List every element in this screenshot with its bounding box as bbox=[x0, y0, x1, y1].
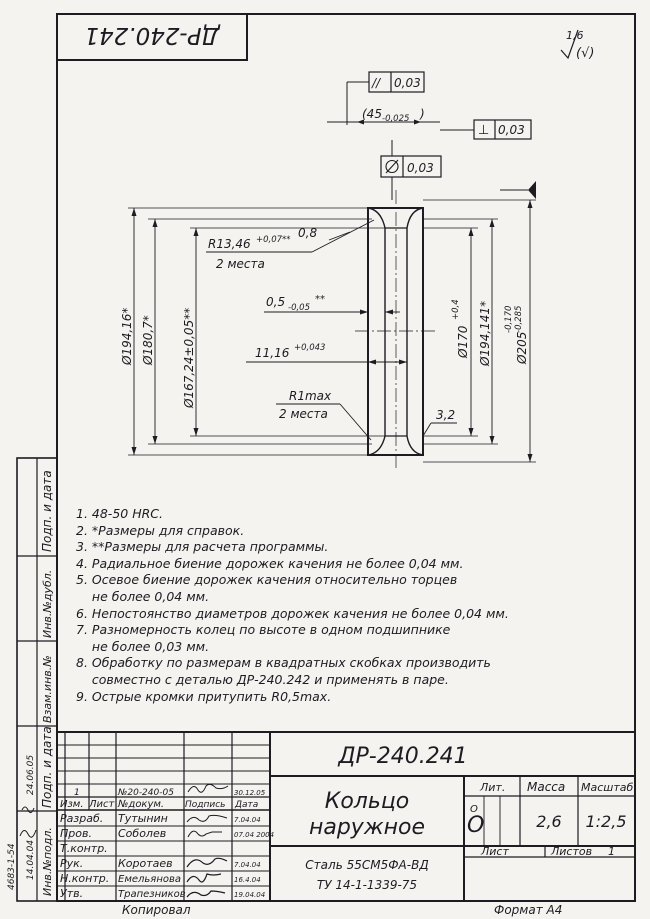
scale-value: 1:2,5 bbox=[585, 812, 627, 831]
svg-text:№докум.: №докум. bbox=[118, 799, 165, 810]
svg-text:Т.контр.: Т.контр. bbox=[60, 842, 108, 855]
perpendicularity-tolerance-frame bbox=[440, 120, 531, 139]
svg-text:19.04.04: 19.04.04 bbox=[234, 891, 266, 899]
copied-label: Копировал bbox=[122, 903, 191, 917]
designation: ДР-240.241 bbox=[338, 744, 468, 769]
svg-text:0,5: 0,5 bbox=[266, 295, 286, 309]
mass-value: 2,6 bbox=[536, 812, 562, 831]
svg-text:Коротаев: Коротаев bbox=[118, 857, 173, 870]
svg-text:Подп. и дата: Подп. и дата bbox=[40, 726, 54, 808]
dimension-45 bbox=[327, 107, 440, 125]
svg-text:Инв.№дубл.: Инв.№дубл. bbox=[41, 569, 54, 638]
svg-text:Изм.: Изм. bbox=[60, 799, 84, 810]
svg-text:-0,05: -0,05 bbox=[288, 303, 310, 313]
svg-text:Разраб.: Разраб. bbox=[60, 812, 104, 825]
side-strip bbox=[7, 458, 57, 901]
svg-text:2 места: 2 места bbox=[216, 257, 265, 271]
datum-triangle bbox=[528, 181, 536, 199]
signature-razrab bbox=[187, 815, 227, 822]
part-name-line2: наружное bbox=[308, 815, 426, 840]
svg-text:14.04.04: 14.04.04 bbox=[26, 839, 36, 880]
technical-notes bbox=[76, 506, 621, 705]
ring-section bbox=[355, 190, 436, 470]
part-name-line1: Кольцо bbox=[324, 789, 410, 814]
svg-text:Н.контр.: Н.контр. bbox=[60, 872, 110, 885]
note-item: не более 0,04 мм. bbox=[76, 588, 210, 604]
dimension-11-16 bbox=[246, 343, 407, 365]
svg-text:Трапезников: Трапезников bbox=[118, 889, 186, 900]
signature-prov bbox=[188, 831, 222, 837]
svg-text:1: 1 bbox=[74, 788, 80, 798]
svg-text:Ø194,141*: Ø194,141* bbox=[478, 300, 492, 366]
svg-text:Подпись: Подпись bbox=[185, 800, 226, 810]
note-item: не более 0,03 мм. bbox=[76, 638, 210, 654]
svg-text:Инв.№подл.: Инв.№подл. bbox=[41, 827, 54, 896]
note-item: 8. Обработку по размерам в квадратных скобках производить bbox=[76, 655, 491, 671]
note-item: 4. Радиальное биение дорожек качения не более 0,04 мм. bbox=[76, 555, 464, 571]
svg-text:1: 1 bbox=[608, 845, 615, 858]
top-label-text: ДР-240.241 bbox=[84, 22, 220, 48]
roughness-3-2 bbox=[423, 408, 457, 436]
parallelism-icon: // bbox=[372, 76, 381, 90]
signature-nkontr bbox=[187, 874, 221, 882]
svg-text:(√): (√) bbox=[576, 46, 595, 61]
svg-text:Взам.инв.№: Взам.инв.№ bbox=[41, 655, 54, 723]
roughness-symbol bbox=[561, 29, 594, 61]
note-item: 1. 48-50 HRC. bbox=[76, 506, 163, 521]
svg-text:О: О bbox=[470, 804, 478, 815]
svg-text:R1max: R1max bbox=[289, 389, 332, 403]
note-item: 7. Разномерность колец по высоте в одном подшипнике bbox=[76, 622, 451, 638]
dimension-0-5 bbox=[264, 294, 400, 315]
svg-text:+0,4: +0,4 bbox=[451, 299, 461, 320]
svg-text:0,03: 0,03 bbox=[498, 123, 525, 137]
signature-ruk bbox=[187, 858, 227, 867]
svg-text:Пров.: Пров. bbox=[60, 827, 92, 840]
svg-text:Емельянова: Емельянова bbox=[118, 874, 181, 885]
note-item: 5. Осевое биение дорожек качения относительно торцев bbox=[76, 572, 458, 588]
svg-text:4683-1-54: 4683-1-54 bbox=[7, 843, 17, 890]
note-item: 2. *Размеры для справок. bbox=[76, 522, 245, 538]
svg-text:Лит.: Лит. bbox=[480, 781, 506, 794]
dimension-d180-7 bbox=[141, 219, 158, 444]
svg-text:Листов: Листов bbox=[551, 845, 593, 858]
svg-text:**: ** bbox=[315, 294, 325, 305]
letter-value: О bbox=[467, 813, 485, 838]
svg-text:(45: (45 bbox=[362, 107, 382, 121]
svg-text:-0,285: -0,285 bbox=[514, 305, 524, 333]
note-item: 9. Острые кромки притупить R0,5max. bbox=[76, 688, 332, 704]
svg-text:+0,043: +0,043 bbox=[294, 343, 326, 353]
dimension-d170 bbox=[451, 228, 474, 436]
svg-text:Масштаб: Масштаб bbox=[581, 781, 634, 794]
svg-text:Подп. и дата: Подп. и дата bbox=[40, 470, 54, 552]
svg-text:Лист: Лист bbox=[481, 845, 509, 858]
svg-text:Соболев: Соболев bbox=[118, 827, 167, 840]
note-item: 6. Непостоянство диаметров дорожек качения не более 0,04 мм. bbox=[76, 605, 509, 621]
svg-text:07.04 2004: 07.04 2004 bbox=[234, 831, 275, 839]
svg-text:№20-240-05: №20-240-05 bbox=[118, 788, 174, 798]
perpendicularity-icon: ⊥ bbox=[478, 123, 490, 138]
svg-text:R13,46: R13,46 bbox=[208, 237, 251, 251]
svg-text:-0,170: -0,170 bbox=[504, 305, 514, 333]
svg-text:Масса: Масса bbox=[527, 780, 566, 794]
svg-text:0,8: 0,8 bbox=[298, 226, 318, 240]
svg-text:Ø194,16*: Ø194,16* bbox=[120, 307, 134, 365]
svg-text:7.04.04: 7.04.04 bbox=[234, 861, 261, 869]
circularity-tolerance-frame bbox=[381, 140, 441, 200]
svg-text:3,2: 3,2 bbox=[436, 408, 456, 422]
svg-text:7.04.04: 7.04.04 bbox=[234, 816, 261, 824]
svg-text:30.12.05: 30.12.05 bbox=[234, 789, 266, 797]
svg-text:): ) bbox=[420, 107, 425, 121]
svg-text:11,16: 11,16 bbox=[255, 346, 290, 360]
roughness-leader bbox=[329, 232, 350, 240]
svg-text:24.06.05: 24.06.05 bbox=[26, 754, 36, 795]
material-line1: Сталь 55СМ5ФА-ВД bbox=[305, 858, 429, 872]
svg-text:Тутынин: Тутынин bbox=[118, 812, 168, 825]
dimension-d205 bbox=[504, 200, 533, 462]
svg-text:Ø170: Ø170 bbox=[456, 325, 470, 358]
note-item: 3. **Размеры для расчета программы. bbox=[76, 539, 329, 555]
material-line2: ТУ 14-1-1339-75 bbox=[316, 878, 418, 892]
svg-text:Дата: Дата bbox=[235, 800, 259, 810]
format-label: Формат А4 bbox=[494, 903, 563, 917]
svg-text:Ø167,24±0,05**: Ø167,24±0,05** bbox=[182, 307, 196, 408]
note-item: совместно с деталью ДР-240.242 и применять в паре. bbox=[76, 671, 449, 687]
svg-text:Лист: Лист bbox=[89, 799, 115, 810]
dimension-d194-16 bbox=[120, 208, 137, 455]
title-block bbox=[57, 732, 635, 901]
svg-text:0,03: 0,03 bbox=[394, 76, 421, 90]
svg-text:1,6: 1,6 bbox=[566, 29, 584, 42]
svg-text:Ø180,7*: Ø180,7* bbox=[141, 315, 155, 365]
svg-text:-0,025: -0,025 bbox=[382, 114, 410, 124]
dimension-d167-24 bbox=[182, 228, 199, 436]
svg-text:Ø205: Ø205 bbox=[515, 331, 529, 364]
dimension-d194-141 bbox=[478, 219, 495, 444]
svg-text:+0,07**: +0,07** bbox=[256, 235, 291, 245]
signature-revision bbox=[188, 784, 228, 792]
svg-text:Утв.: Утв. bbox=[60, 887, 84, 900]
svg-text:2 места: 2 места bbox=[279, 407, 328, 421]
dimension-r1max bbox=[276, 389, 371, 440]
svg-text:Рук.: Рук. bbox=[60, 857, 84, 870]
signature-utv bbox=[187, 891, 225, 897]
svg-text:0,03: 0,03 bbox=[407, 161, 434, 175]
svg-text:16.4.04: 16.4.04 bbox=[234, 876, 261, 884]
